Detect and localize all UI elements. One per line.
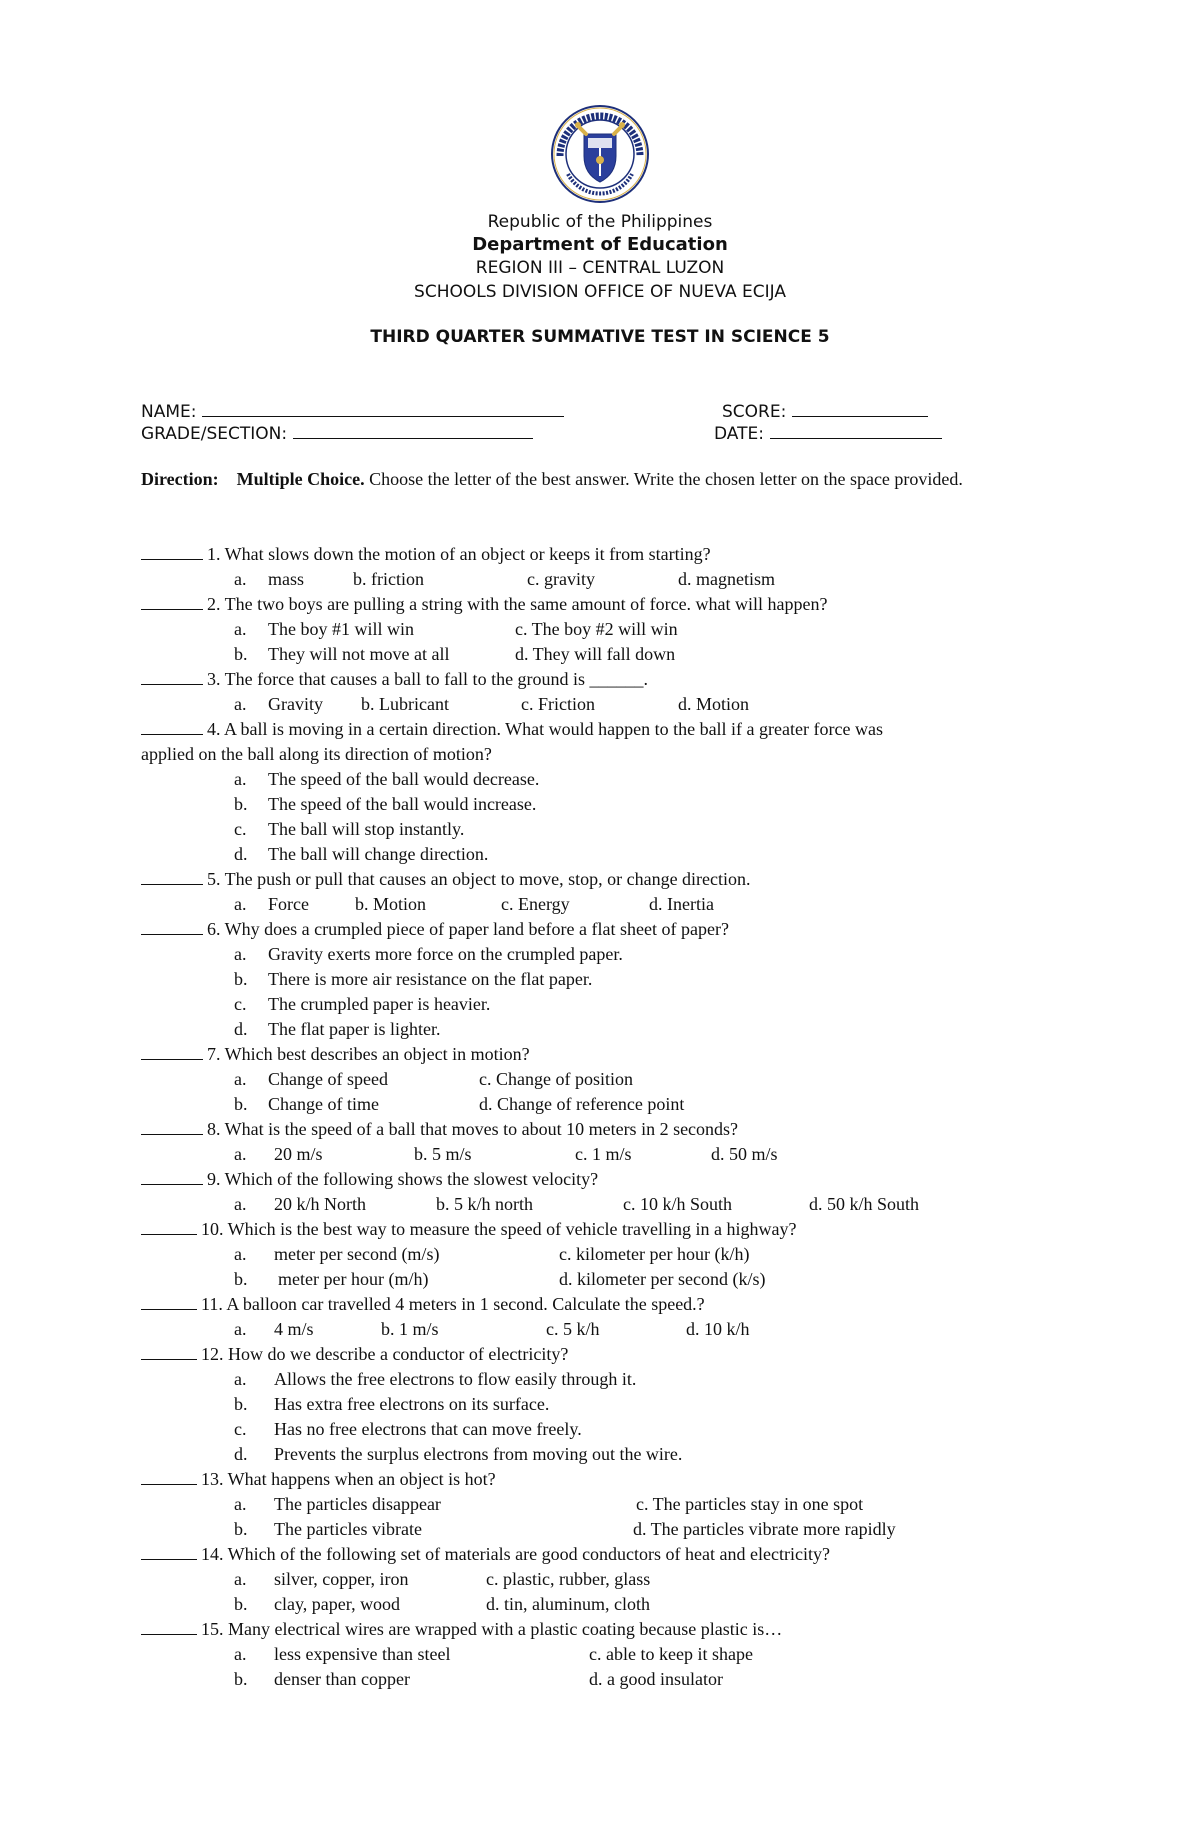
option-letter: b. (234, 1094, 248, 1114)
option-d: d. kilometer per second (k/s) (559, 1269, 766, 1289)
question-text: 11. A balloon car travelled 4 meters in 1 second. Calculate the speed.? (201, 1294, 705, 1314)
option-a: The particles disappear (274, 1494, 441, 1514)
answer-blank[interactable] (141, 1217, 197, 1235)
option-letter: d. (234, 1444, 248, 1464)
option-d: d. Motion (678, 694, 750, 714)
option-c: c. able to keep it shape (589, 1644, 753, 1664)
option-a: The boy #1 will win (268, 619, 414, 639)
country-line: Republic of the Philippines (487, 212, 713, 232)
answer-blank[interactable] (141, 1617, 197, 1635)
date-label: DATE: (714, 424, 764, 444)
answer-blank[interactable] (141, 1467, 197, 1485)
question-3 (141, 667, 1081, 692)
options-row (141, 1492, 1081, 1517)
option-b: clay, paper, wood (274, 1594, 401, 1614)
option-a: The speed of the ball would decrease. (268, 769, 540, 789)
option-b: Change of time (268, 1094, 379, 1114)
option-a: 20 k/h North (274, 1194, 366, 1214)
options-row (141, 692, 1081, 717)
option-b: denser than copper (274, 1669, 410, 1689)
score-blank[interactable] (792, 398, 928, 417)
option-letter: a. (234, 1144, 247, 1164)
options-row (141, 1592, 1081, 1617)
region-line: REGION III – CENTRAL LUZON (475, 258, 725, 278)
option-letter: b. (234, 1669, 248, 1689)
options-row (141, 1517, 1081, 1542)
option-d: d. They will fall down (515, 644, 676, 664)
department-line: Department of Education (472, 234, 728, 255)
option-letter: a. (234, 1644, 247, 1664)
option-c: c. gravity (527, 569, 595, 589)
option-letter: a. (234, 1194, 247, 1214)
option-b: There is more air resistance on the flat paper. (268, 969, 593, 989)
option-letter: b. (234, 1394, 248, 1414)
options-row (141, 1642, 1081, 1667)
option-d: The flat paper is lighter. (268, 1019, 441, 1039)
question-12 (141, 1342, 1081, 1367)
option-a: less expensive than steel (274, 1644, 451, 1664)
options-row (141, 567, 1081, 592)
option-d: d. 50 m/s (711, 1144, 778, 1164)
option-b: b. Motion (355, 894, 427, 914)
answer-blank[interactable] (141, 917, 203, 935)
option-letter: a. (234, 769, 247, 789)
option-a: Gravity (268, 694, 323, 714)
answer-blank[interactable] (141, 1542, 197, 1560)
option-c: c. 10 k/h South (623, 1194, 733, 1214)
question-text-cont: applied on the ball along its direction of motion? (141, 744, 492, 764)
option-c: c. plastic, rubber, glass (486, 1569, 651, 1589)
question-text: 14. Which of the following set of materials are good conductors of heat and electricity? (201, 1544, 830, 1564)
option-c: c. kilometer per hour (k/h) (559, 1244, 750, 1264)
option-b: They will not move at all (268, 644, 450, 664)
grade-section-label: GRADE/SECTION: (141, 424, 288, 444)
date-field[interactable] (714, 420, 942, 445)
option-letter: a. (234, 1494, 247, 1514)
option-d: d. The particles vibrate more rapidly (633, 1519, 896, 1539)
direction-type: Multiple Choice. (236, 469, 365, 489)
options-row (141, 1067, 1081, 1092)
options-row (141, 617, 1081, 642)
direction-text: Choose the letter of the best answer. Write the chosen letter on the space provided. (369, 469, 963, 489)
option-d: d. tin, aluminum, cloth (486, 1594, 650, 1614)
options-row (141, 1192, 1081, 1217)
option-c: c. 5 k/h (546, 1319, 600, 1339)
question-2 (141, 592, 1081, 617)
option-c: c. Change of position (479, 1069, 633, 1089)
option-letter: a. (234, 1369, 247, 1389)
option-d: d. Change of reference point (479, 1094, 685, 1114)
option-letter: a. (234, 944, 247, 964)
option-b: Has extra free electrons on its surface. (274, 1394, 550, 1414)
question-7 (141, 1042, 1081, 1067)
direction-paragraph (141, 467, 1061, 492)
option-b: b. 1 m/s (381, 1319, 439, 1339)
option-b: b. 5 k/h north (436, 1194, 533, 1214)
question-text: 3. The force that causes a ball to fall to the ground is ______. (207, 669, 649, 689)
option-letter: a. (234, 1319, 247, 1339)
grade-section-field[interactable] (141, 420, 533, 445)
option-letter: a. (234, 694, 247, 714)
answer-blank[interactable] (141, 1042, 203, 1060)
option-a: 20 m/s (274, 1144, 323, 1164)
answer-blank[interactable] (141, 592, 203, 610)
option-b: The speed of the ball would increase. (268, 794, 537, 814)
option-a: Allows the free electrons to flow easily through it. (274, 1369, 637, 1389)
option-letter: d. (234, 1019, 248, 1039)
option-letter: b. (234, 969, 248, 989)
direction-label: Direction: (141, 469, 219, 489)
answer-blank[interactable] (141, 1117, 203, 1135)
option-letter: b. (234, 1269, 248, 1289)
question-text: 4. A ball is moving in a certain direction. What would happen to the ball if a greater force was (207, 719, 883, 739)
option-c: c. Friction (521, 694, 595, 714)
question-1 (141, 542, 1081, 567)
question-text: 1. What slows down the motion of an object or keeps it from starting? (207, 544, 711, 564)
question-6 (141, 917, 1081, 942)
question-text: 15. Many electrical wires are wrapped with a plastic coating because plastic is… (201, 1619, 783, 1639)
option-b: meter per hour (m/h) (278, 1269, 429, 1289)
options-row (141, 892, 1081, 917)
option-letter: d. (234, 844, 248, 864)
question-text: 12. How do we describe a conductor of electricity? (201, 1344, 569, 1364)
option-c: c. 1 m/s (575, 1144, 632, 1164)
option-a: silver, copper, iron (274, 1569, 409, 1589)
option-a: Gravity exerts more force on the crumpled paper. (268, 944, 623, 964)
answer-blank[interactable] (141, 1342, 197, 1360)
options-row (141, 1667, 1081, 1692)
question-text: 13. What happens when an object is hot? (201, 1469, 496, 1489)
options-row (141, 1317, 1081, 1342)
options-row (141, 1092, 1081, 1117)
question-11 (141, 1292, 1081, 1317)
option-letter: b. (234, 1594, 248, 1614)
question-list (141, 542, 1081, 1692)
option-letter: c. (234, 1419, 247, 1439)
answer-blank[interactable] (141, 1292, 197, 1310)
question-text: 10. Which is the best way to measure the speed of vehicle travelling in a highway? (201, 1219, 797, 1239)
option-c: c. Energy (501, 894, 570, 914)
option-d: d. 10 k/h (686, 1319, 750, 1339)
option-letter: c. (234, 994, 247, 1014)
answer-blank[interactable] (141, 717, 203, 735)
question-text: 7. Which best describes an object in motion? (207, 1044, 530, 1064)
option-d: d. 50 k/h South (809, 1194, 920, 1214)
option-letter: a. (234, 1569, 247, 1589)
option-letter: a. (234, 569, 247, 589)
option-c: c. The boy #2 will win (515, 619, 678, 639)
option-letter: a. (234, 1069, 247, 1089)
name-label: NAME: (141, 402, 197, 422)
option-letter: a. (234, 1244, 247, 1264)
options-row (141, 1242, 1081, 1267)
option-c: Has no free electrons that can move freely. (274, 1419, 582, 1439)
option-a: Change of speed (268, 1069, 388, 1089)
option-letter: b. (234, 794, 248, 814)
test-title: THIRD QUARTER SUMMATIVE TEST IN SCIENCE 5 (370, 327, 830, 347)
answer-blank[interactable] (141, 1167, 203, 1185)
question-5 (141, 867, 1081, 892)
answer-blank[interactable] (141, 667, 203, 685)
option-a: meter per second (m/s) (274, 1244, 440, 1264)
answer-blank[interactable] (141, 542, 203, 560)
question-14 (141, 1542, 1081, 1567)
option-d: Prevents the surplus electrons from moving out the wire. (274, 1444, 683, 1464)
options-row (141, 642, 1081, 667)
division-line: SCHOOLS DIVISION OFFICE OF NUEVA ECIJA (414, 282, 786, 302)
option-a: Force (268, 894, 309, 914)
option-letter: b. (234, 644, 248, 664)
option-letter: b. (234, 1519, 248, 1539)
option-b: b. Lubricant (361, 694, 449, 714)
question-text: 8. What is the speed of a ball that moves to about 10 meters in 2 seconds? (207, 1119, 739, 1139)
options-row (141, 1267, 1081, 1292)
score-label: SCORE: (722, 402, 787, 422)
option-b: b. 5 m/s (414, 1144, 472, 1164)
question-15 (141, 1617, 1081, 1642)
question-text: 6. Why does a crumpled piece of paper land before a flat sheet of paper? (207, 919, 729, 939)
option-letter: c. (234, 819, 247, 839)
question-4 (141, 717, 1081, 742)
option-letter: a. (234, 619, 247, 639)
question-text: 9. Which of the following shows the slowest velocity? (207, 1169, 599, 1189)
option-c: The ball will stop instantly. (268, 819, 465, 839)
option-b: b. friction (353, 569, 424, 589)
question-10 (141, 1217, 1081, 1242)
answer-blank[interactable] (141, 867, 203, 885)
name-blank[interactable] (202, 398, 564, 417)
question-text: 2. The two boys are pulling a string with the same amount of force. what will happen? (207, 594, 828, 614)
question-13 (141, 1467, 1081, 1492)
option-b: The particles vibrate (274, 1519, 422, 1539)
option-a: 4 m/s (274, 1319, 314, 1339)
option-c: The crumpled paper is heavier. (268, 994, 491, 1014)
question-text: 5. The push or pull that causes an object to move, stop, or change direction. (207, 869, 751, 889)
option-letter: a. (234, 894, 247, 914)
option-d: The ball will change direction. (268, 844, 489, 864)
options-row (141, 1142, 1081, 1167)
deped-seal-logo (550, 104, 650, 204)
grade-section-blank[interactable] (293, 420, 533, 439)
option-d: d. Inertia (649, 894, 714, 914)
question-9 (141, 1167, 1081, 1192)
question-8 (141, 1117, 1081, 1142)
options-row (141, 1567, 1081, 1592)
option-d: d. a good insulator (589, 1669, 723, 1689)
question-4-continued (141, 742, 1081, 767)
option-c: c. The particles stay in one spot (636, 1494, 864, 1514)
option-d: d. magnetism (678, 569, 775, 589)
date-blank[interactable] (770, 420, 942, 439)
option-a: mass (268, 569, 304, 589)
